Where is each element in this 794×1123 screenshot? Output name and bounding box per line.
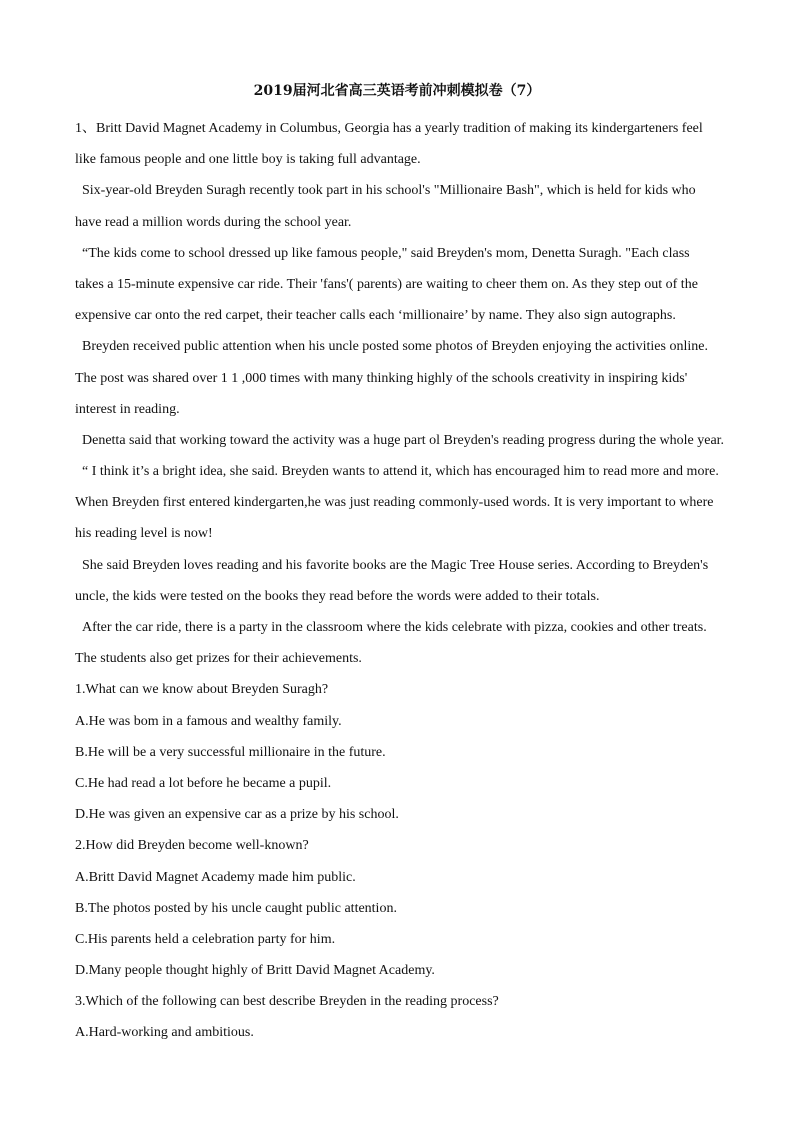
passage-line: “ I think it’s a bright idea, she said. Breyden wants to attend it, which has encouraged him to read more and more. [82,464,719,480]
passage-line: The students also get prizes for their achievements. [75,651,362,667]
answer-option: D.Many people thought highly of Britt David Magnet Academy. [75,963,435,979]
question-stem: 3.Which of the following can best describe Breyden in the reading process? [75,994,499,1010]
passage-line: like famous people and one little boy is taking full advantage. [75,152,421,168]
passage-line: have read a million words during the school year. [75,214,352,230]
passage-line: Six-year-old Breyden Suragh recently took part in his school's "Millionaire Bash", which is held for kids who [82,183,696,199]
passage-line: “The kids come to school dressed up like famous people," said Breyden's mom, Denetta Suragh. "Each class [82,245,690,261]
passage-line: The post was shared over 1 1 ,000 times with many thinking highly of the schools creativity in inspiring kids' [75,370,688,386]
answer-option: C.He had read a lot before he became a pupil. [75,775,332,791]
answer-option: A.Britt David Magnet Academy made him public. [75,869,356,885]
question-stem: 1.What can we know about Breyden Suragh? [75,682,329,698]
passage-line: After the car ride, there is a party in the classroom where the kids celebrate with pizza, cookies and other treats. [82,620,707,635]
document-body [75,113,730,1049]
passage-line: Denetta said that working toward the activity was a huge part ol Breyden's reading progress during the whole year. [82,432,725,448]
passage-line: She said Breyden loves reading and his favorite books are the Magic Tree House series. According to Breyden's [82,557,709,573]
answer-option: A.He was bom in a famous and wealthy family. [75,713,342,729]
document-title: 2019届河北省高三英语考前冲刺模拟卷（7） [253,83,541,99]
answer-option: B.He will be a very successful millionaire in the future. [75,744,386,760]
passage-line: his reading level is now! [75,526,213,542]
answer-option: D.He was given an expensive car as a prize by his school. [75,807,399,823]
question-stem: 2.How did Breyden become well-known? [75,838,309,854]
passage-line: 1、Britt David Magnet Academy in Columbus, Georgia has a yearly tradition of making its kindergarteners feel [75,121,703,136]
passage-line: When Breyden first entered kindergarten,he was just reading commonly-used words. It is very important to where [75,495,714,511]
passage-line: expensive car onto the red carpet, their teacher calls each ‘millionaire’ by name. They also sign autographs. [75,308,676,324]
passage-line: takes a 15-minute expensive car ride. Their 'fans'( parents) are waiting to cheer them on. As they step out of the [75,276,698,292]
passage-line: uncle, the kids were tested on the books they read before the words were added to their totals. [75,588,600,604]
passage-line: interest in reading. [75,401,180,417]
answer-option: C.His parents held a celebration party for him. [75,931,336,947]
answer-option: A.Hard-working and ambitious. [75,1025,254,1041]
passage-line: Breyden received public attention when his uncle posted some photos of Breyden enjoying the activities online. [82,339,708,355]
answer-option: B.The photos posted by his uncle caught public attention. [75,900,397,916]
